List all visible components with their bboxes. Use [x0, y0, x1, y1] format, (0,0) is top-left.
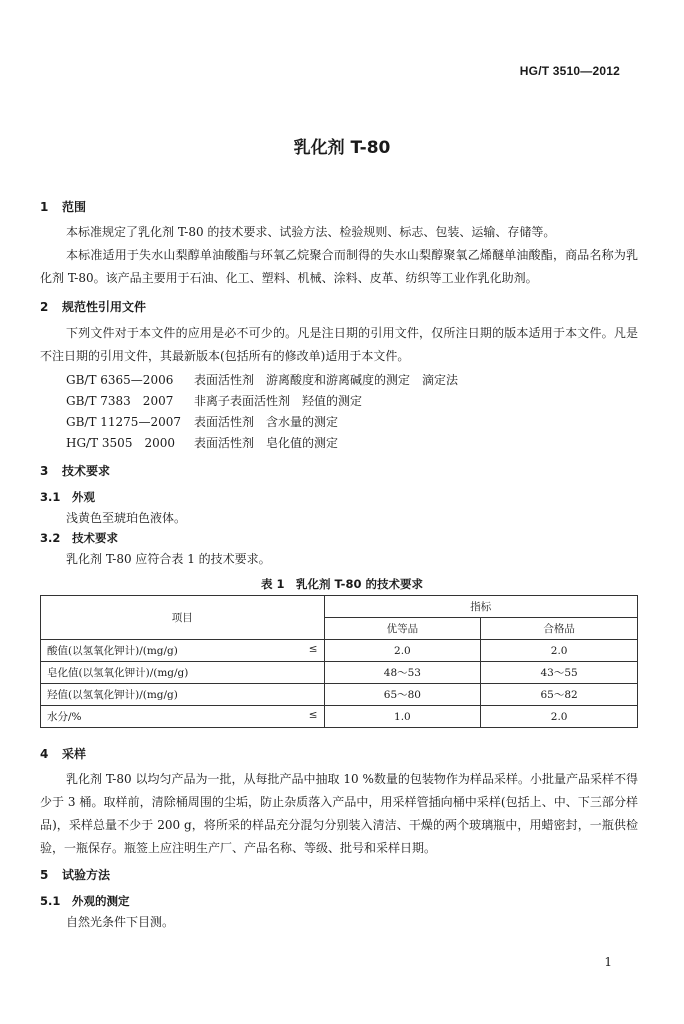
subsection-number: 3.2	[40, 531, 61, 545]
limit-symbol: ≤	[308, 709, 318, 721]
item-cell	[41, 640, 325, 662]
item-label: 酸值(以氢氧化钾计)/(mg/g)	[47, 645, 178, 657]
section-number: 2	[40, 300, 49, 314]
section-title: 技术要求	[62, 464, 111, 478]
document-title: 乳化剂 T-80	[293, 138, 391, 158]
item-cell	[41, 684, 325, 706]
item-label: 水分/%	[47, 711, 82, 723]
table-caption: 表 1 乳化剂 T-80 的技术要求	[261, 577, 423, 591]
section-number: 4	[40, 747, 49, 761]
grade-2-value: 2.0	[481, 706, 638, 728]
table-row	[41, 662, 638, 684]
limit-symbol: ≤	[308, 643, 318, 655]
reference-code: GB/T 6365—2006	[66, 373, 174, 387]
section-title: 采样	[62, 747, 87, 761]
item-label: 皂化值(以氢氧化钾计)/(mg/g)	[47, 667, 189, 679]
subsection-title: 外观	[72, 490, 95, 504]
reference-item	[66, 434, 338, 451]
section-number: 5	[40, 868, 49, 882]
table-row	[41, 640, 638, 662]
reference-title: 表面活性剂 游离酸度和游离碱度的测定 滴定法	[194, 373, 459, 387]
section-1-para-2: 本标准适用于失水山梨醇单油酸酯与环氧乙烷聚合而制得的失水山梨醇聚氧乙烯醚单油酸酯，商品名称为乳化剂 T-80。该产品主要用于石油、化工、塑料、机械、涂料、皮革、纺织等工业作乳化助剂。	[40, 248, 638, 285]
subsection-5-1-heading	[40, 893, 130, 909]
reference-item	[66, 371, 458, 388]
column-header-grade-2: 合格品	[481, 618, 638, 640]
table-row	[41, 684, 638, 706]
table-row	[41, 706, 638, 728]
grade-1-value: 1.0	[324, 706, 481, 728]
reference-code: GB/T 7383 2007	[66, 394, 174, 408]
grade-2-value: 43～55	[481, 662, 638, 684]
grade-2-value: 65～82	[481, 684, 638, 706]
section-2-heading	[40, 298, 146, 315]
column-header-index: 指标	[324, 596, 637, 618]
technical-requirements-table	[40, 595, 638, 728]
page-number: 1	[604, 955, 612, 969]
section-1-heading	[40, 198, 86, 215]
item-cell	[41, 706, 325, 728]
section-1-para-1: 本标准规定了乳化剂 T-80 的技术要求、试验方法、检验规则、标志、包装、运输、存储等。	[66, 225, 556, 239]
reference-item	[66, 392, 362, 409]
reference-code: GB/T 11275—2007	[66, 415, 181, 429]
subsection-number: 5.1	[40, 894, 61, 908]
section-number: 3	[40, 464, 49, 478]
item-label: 羟值(以氢氧化钾计)/(mg/g)	[47, 689, 178, 701]
subsection-3-2-heading	[40, 530, 118, 546]
section-title: 范围	[62, 200, 87, 214]
column-header-item: 项目	[41, 596, 325, 640]
section-4-heading	[40, 745, 86, 762]
table-header-row	[41, 596, 638, 618]
reference-item	[66, 413, 338, 430]
reference-title: 非离子表面活性剂 羟值的测定	[194, 394, 363, 408]
section-4-para-1: 乳化剂 T-80 以均匀产品为一批，从每批产品中抽取 10 %数量的包装物作为样品采样。小批量产品采样不得少于 3 桶。取样前，清除桶周围的尘垢，防止杂质落入产品中，用采样管插向桶中采样(包括上、中、下三部分样品)，采样总量不少于 200 g，将所采的样品充分混匀分别装入清洁、干燥的两个玻璃瓶中，用蜡密封，一瓶供检验，一瓶保存。瓶签上应注明生产厂、产品名称、等级、批号和采样日期。	[40, 772, 638, 855]
reference-title: 表面活性剂 皂化值的测定	[194, 436, 339, 450]
subsection-3-1-heading	[40, 489, 95, 505]
reference-code: HG/T 3505 2000	[66, 436, 175, 450]
subsection-number: 3.1	[40, 490, 61, 504]
standard-code: HG/T 3510—2012	[519, 64, 620, 78]
column-header-grade-1: 优等品	[324, 618, 481, 640]
grade-1-value: 48～53	[324, 662, 481, 684]
section-number: 1	[40, 200, 49, 214]
grade-1-value: 2.0	[324, 640, 481, 662]
grade-1-value: 65～80	[324, 684, 481, 706]
section-title: 试验方法	[62, 868, 111, 882]
section-title: 规范性引用文件	[62, 300, 147, 314]
item-cell	[41, 662, 325, 684]
subsection-5-1-text: 自然光条件下目测。	[66, 915, 175, 929]
reference-title: 表面活性剂 含水量的测定	[194, 415, 339, 429]
subsection-title: 技术要求	[72, 531, 118, 545]
section-2-para-1: 下列文件对于本文件的应用是必不可少的。凡是注日期的引用文件，仅所注日期的版本适用于本文件。凡是不注日期的引用文件，其最新版本(包括所有的修改单)适用于本文件。	[40, 326, 638, 363]
subsection-title: 外观的测定	[72, 894, 130, 908]
subsection-3-2-text: 乳化剂 T-80 应符合表 1 的技术要求。	[66, 552, 271, 566]
section-3-heading	[40, 462, 110, 479]
subsection-3-1-text: 浅黄色至琥珀色液体。	[66, 511, 187, 525]
section-5-heading	[40, 866, 110, 883]
grade-2-value: 2.0	[481, 640, 638, 662]
